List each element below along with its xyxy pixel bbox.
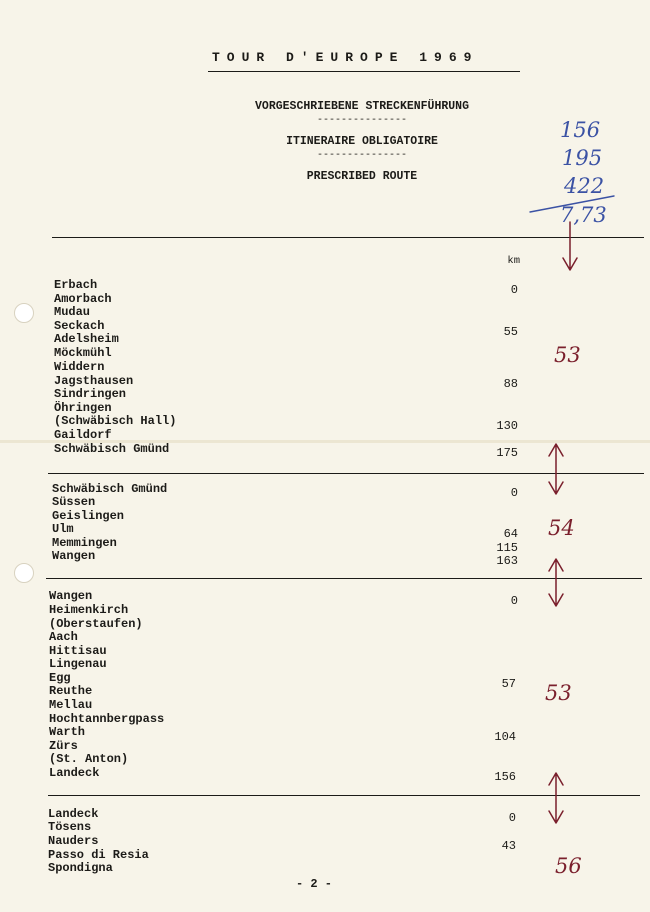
heading-french: ITINERAIRE OBLIGATOIRE xyxy=(286,135,438,148)
distance-km: 0 xyxy=(510,486,518,500)
place-name: Warth xyxy=(49,725,86,739)
place-name: Schwäbisch Gmünd xyxy=(54,442,170,456)
place-name: Ulm xyxy=(52,522,74,536)
distance-km: 88 xyxy=(503,377,518,391)
distance-km: 115 xyxy=(496,541,518,555)
place-name: Geislingen xyxy=(52,509,125,523)
place-name: Gaildorf xyxy=(54,428,112,442)
distance-km: 0 xyxy=(508,811,516,825)
place-name: Jagsthausen xyxy=(54,374,134,388)
km-column-header: km xyxy=(507,255,520,267)
distance-km: 175 xyxy=(496,446,518,460)
place-name: Lingenau xyxy=(49,657,107,671)
place-name: (St. Anton) xyxy=(49,752,129,766)
stage-arrow xyxy=(549,773,563,823)
handwritten-stage-total: 53 xyxy=(545,681,572,705)
place-name: Tösens xyxy=(48,820,92,834)
distance-km: 163 xyxy=(496,554,518,568)
heading-german: VORGESCHRIEBENE STRECKENFÜHRUNG xyxy=(255,100,469,113)
place-name: Landeck xyxy=(48,807,99,821)
handwritten-stage-total: 53 xyxy=(554,343,581,367)
distance-km: 104 xyxy=(494,730,516,744)
place-name: Möckmühl xyxy=(54,346,112,360)
handwritten-stage-total: 56 xyxy=(555,854,582,878)
place-name: Süssen xyxy=(52,495,96,509)
place-name: Seckach xyxy=(54,319,105,333)
place-name: Passo di Resia xyxy=(48,848,149,862)
place-name: Heimenkirch xyxy=(49,603,129,617)
stage-arrow xyxy=(549,559,563,606)
place-name: Erbach xyxy=(54,278,98,292)
place-name: Amorbach xyxy=(54,292,112,306)
place-name: Spondigna xyxy=(48,861,113,875)
heading-german-rule: --------------- xyxy=(316,115,407,126)
heading-english: PRESCRIBED ROUTE xyxy=(306,170,418,183)
stage-arrow xyxy=(549,444,563,494)
place-name: Nauders xyxy=(48,834,99,848)
distance-km: 57 xyxy=(501,677,516,691)
place-name: Egg xyxy=(49,671,71,685)
distance-km: 130 xyxy=(496,419,518,433)
place-name: Mudau xyxy=(54,305,91,319)
distance-km: 156 xyxy=(494,770,516,784)
place-name: Schwäbisch Gmünd xyxy=(52,482,168,496)
distance-km: 64 xyxy=(503,527,518,541)
place-name: Wangen xyxy=(52,549,96,563)
handwritten-stage-total: 54 xyxy=(548,516,575,540)
distance-km: 55 xyxy=(503,325,518,339)
distance-km: 0 xyxy=(510,594,518,608)
handwritten-note: 156 xyxy=(560,118,601,142)
distance-km: 0 xyxy=(510,283,518,297)
stage-arrow xyxy=(563,222,577,270)
document-title: TOUR D'EUROPE 1969 xyxy=(212,50,479,65)
place-name: Sindringen xyxy=(54,387,127,401)
place-name: Landeck xyxy=(49,766,100,780)
handwritten-sum: 7,73 xyxy=(560,203,607,227)
place-name: Aach xyxy=(49,630,78,644)
page-number: - 2 - xyxy=(296,877,333,891)
place-name: Widdern xyxy=(54,360,105,374)
place-name: (Schwäbisch Hall) xyxy=(54,414,177,428)
place-name: Reuthe xyxy=(49,684,93,698)
place-name: Mellau xyxy=(49,698,93,712)
place-name: Hittisau xyxy=(49,644,107,658)
place-name: Öhringen xyxy=(54,401,112,415)
place-name: Zürs xyxy=(49,739,78,753)
heading-french-rule: --------------- xyxy=(316,150,407,161)
place-name: (Oberstaufen) xyxy=(49,617,143,631)
place-name: Wangen xyxy=(49,589,93,603)
handwritten-note: 195 xyxy=(562,146,603,170)
place-name: Hochtannbergpass xyxy=(49,712,165,726)
place-name: Adelsheim xyxy=(54,332,119,346)
distance-km: 43 xyxy=(501,839,516,853)
sum-line xyxy=(530,196,614,212)
handwritten-note: 422 xyxy=(564,174,605,198)
place-name: Memmingen xyxy=(52,536,117,550)
